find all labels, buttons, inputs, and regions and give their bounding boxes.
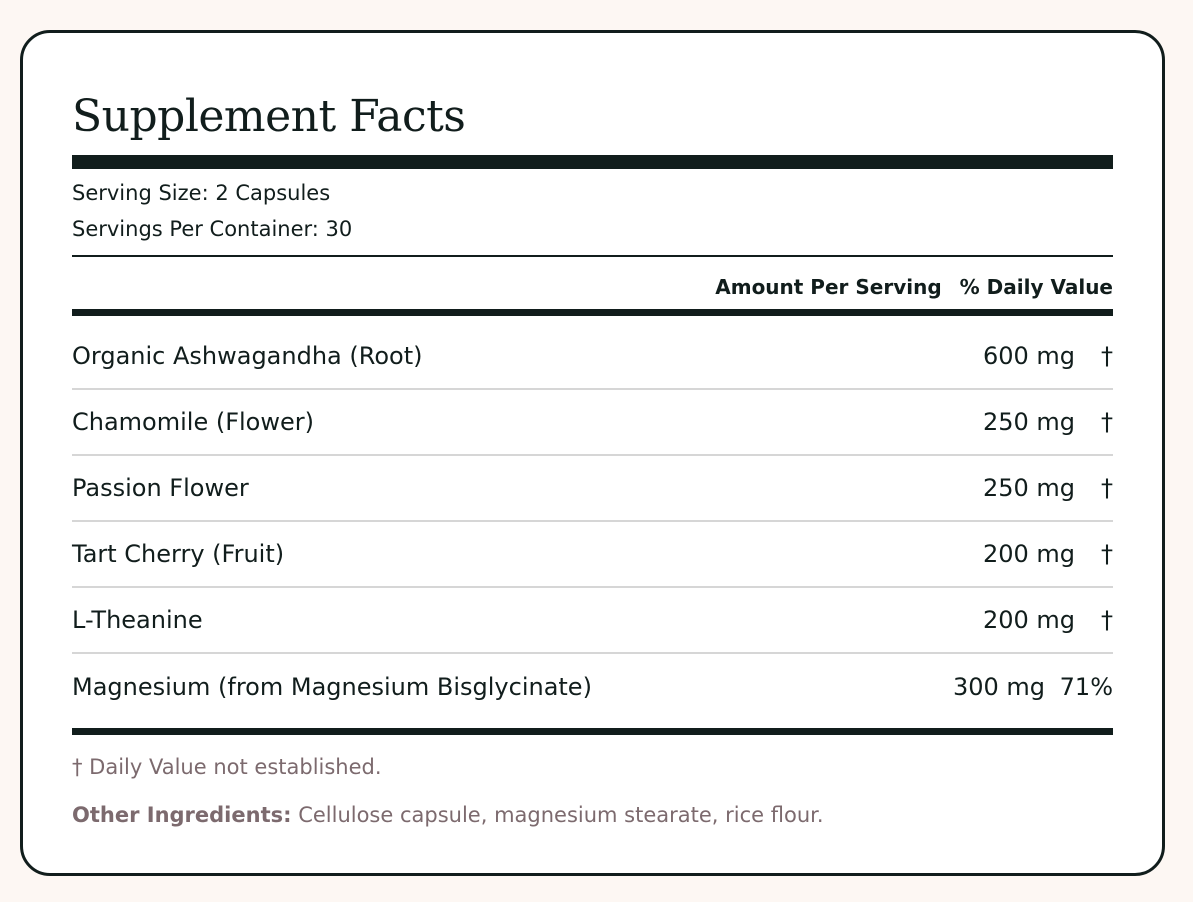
ingredient-amount: 250 mg — [982, 408, 1075, 436]
divider-medium — [72, 309, 1113, 316]
ingredient-daily-value: † — [1101, 342, 1113, 370]
servings-per-container: Servings Per Container: 30 — [72, 217, 353, 241]
divider-thin — [72, 255, 1113, 257]
other-ingredients-label: Other Ingredients: — [72, 803, 292, 827]
ingredient-amount: 250 mg — [982, 474, 1075, 502]
ingredient-row — [72, 522, 1113, 588]
divider-thick — [72, 155, 1113, 169]
divider-medium — [72, 728, 1113, 735]
footnote: † Daily Value not established. — [72, 755, 382, 779]
ingredient-amount: 300 mg — [952, 673, 1045, 701]
header-daily-value: % Daily Value — [959, 275, 1113, 299]
ingredient-daily-value: 71% — [1059, 673, 1113, 701]
ingredient-name: Magnesium (from Magnesium Bisglycinate) — [72, 673, 592, 701]
ingredient-name: Chamomile (Flower) — [72, 408, 314, 436]
header-amount: Amount Per Serving — [715, 275, 942, 299]
ingredient-amount: 600 mg — [982, 342, 1075, 370]
ingredient-daily-value: † — [1101, 408, 1113, 436]
ingredient-amount: 200 mg — [982, 606, 1075, 634]
ingredient-row — [72, 588, 1113, 654]
column-headers — [715, 273, 1113, 301]
ingredient-daily-value: † — [1101, 606, 1113, 634]
other-ingredients — [72, 801, 824, 829]
ingredient-daily-value: † — [1101, 540, 1113, 568]
ingredient-amount: 200 mg — [982, 540, 1075, 568]
ingredient-daily-value: † — [1101, 474, 1113, 502]
supplement-facts-card — [20, 30, 1165, 876]
page-title: Supplement Facts — [72, 91, 466, 142]
other-ingredients-text: Cellulose capsule, magnesium stearate, rice flour. — [291, 803, 824, 827]
ingredient-row — [72, 324, 1113, 390]
ingredient-name: Organic Ashwagandha (Root) — [72, 342, 423, 370]
ingredient-row — [72, 654, 1113, 720]
ingredient-row — [72, 390, 1113, 456]
ingredient-name: Passion Flower — [72, 474, 249, 502]
ingredient-name: Tart Cherry (Fruit) — [72, 540, 285, 568]
ingredient-row — [72, 456, 1113, 522]
serving-size: Serving Size: 2 Capsules — [72, 181, 331, 205]
ingredient-name: L-Theanine — [72, 606, 203, 634]
